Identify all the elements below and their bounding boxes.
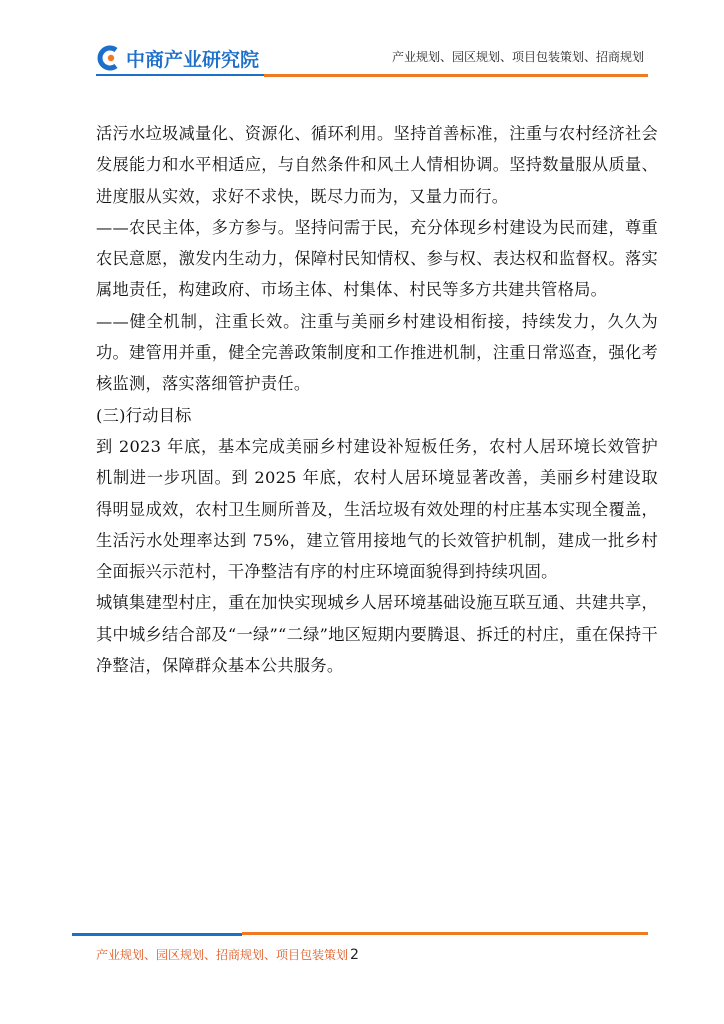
logo-text: 中商产业研究院 [126,48,260,71]
paragraph: 城镇集建型村庄，重在加快实现城乡人居环境基础设施互联互通、共建共享，其中城乡结合部及“一绿”“二绿”地区短期内要腾退、拆迁的村庄，重在保持干净整洁，保障群众基本公共服务。 [96,593,658,676]
header-services: 产业规划、园区规划、项目包装策划、招商规划 [391,50,644,64]
logo-c-icon [96,45,122,71]
paragraph: ——农民主体，多方参与。坚持问需于民，充分体现乡村建设为民而建，尊重农民意愿，激发内生动力，保障村民知情权、参与权、表达权和监督权。落实属地责任，构建政府、市场主体、村集体、村民等多方共建共管格局。 [96,217,658,300]
document-body [96,118,658,681]
page-header [0,0,724,80]
paragraph: 到 2023 年底，基本完成美丽乡村建设补短板任务，农村人居环境长效管护机制进一步巩固。到 2025 年底，农村人居环境显著改善，美丽乡村建设取得明显成效，农村卫生厕所普及，生活垃圾有效处理的村庄基本实现全覆盖，生活污水处理率达到 75%，建立管用接地气的长效管护机制，建成一批乡村全面振兴示范村，干净整洁有序的村庄环境面貌得到持续巩固。 [96,436,658,582]
page-number: 2 [350,947,359,963]
header-rule-blue [96,74,264,76]
paragraph: 活污水垃圾减量化、资源化、循环利用。坚持首善标准，注重与农村经济社会发展能力和水平相适应，与自然条件和风土人情相协调。坚持数量服从质量、进度服从实效，求好不求快，既尽力而为，又量力而行。 [96,124,658,206]
footer-rule-blue [72,933,242,936]
paragraph: ——健全机制，注重长效。注重与美丽乡村建设相衔接，持续发力，久久为功。建管用并重，健全完善政策制度和工作推进机制，注重日常巡查，强化考核监测，落实落细管护责任。 [96,311,658,394]
section-heading: (三)行动目标 [96,405,192,425]
footer-services: 产业规划、园区规划、招商规划、项目包装策划 [96,948,349,962]
page-footer [96,946,359,963]
footer-rule-orange [242,932,648,935]
logo [96,44,259,72]
header-rule-orange [264,74,648,77]
